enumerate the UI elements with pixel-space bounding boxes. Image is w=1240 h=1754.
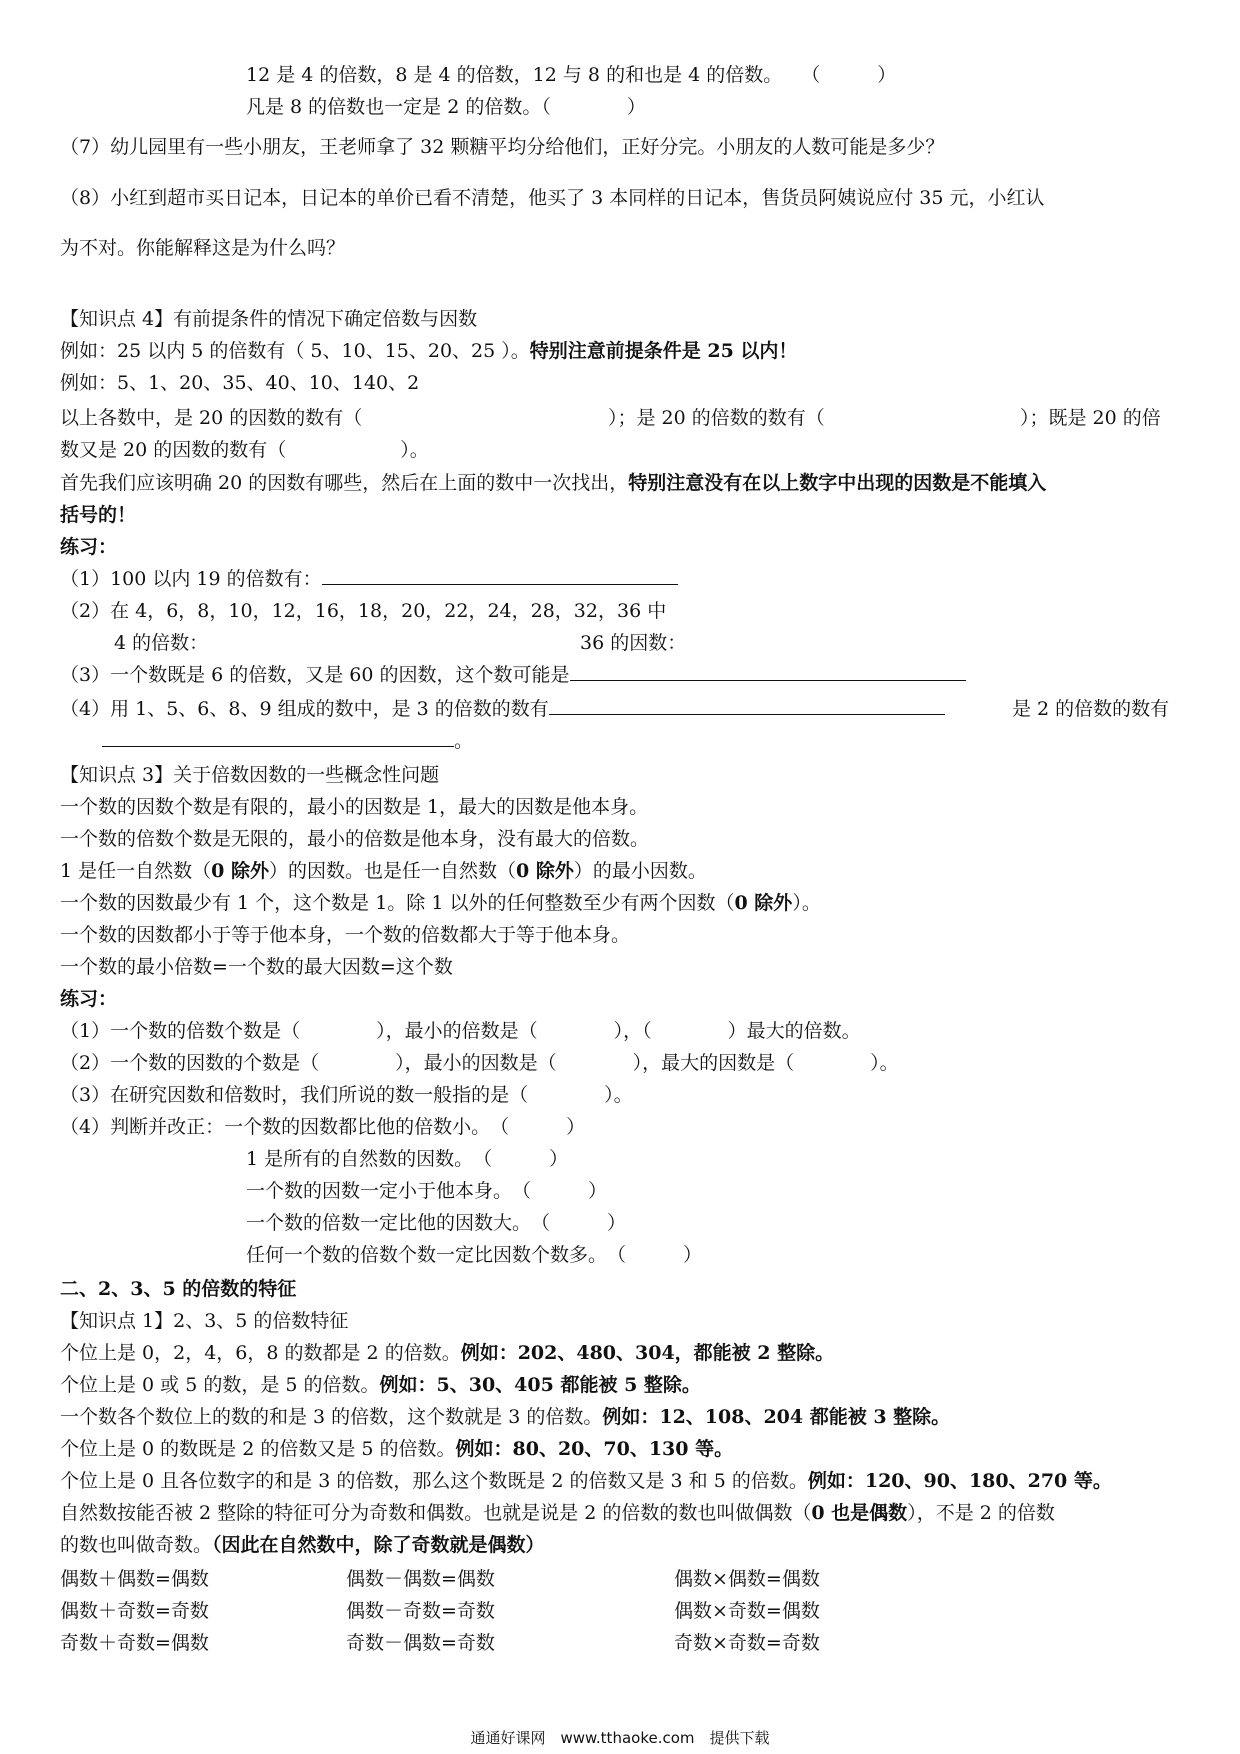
practice-text: （3）一个数既是 6 的倍数，又是 60 的因数，这个数可能是 xyxy=(60,664,570,686)
judge-item: 1 是所有的自然数的因数。 （ ） xyxy=(246,1148,569,1170)
practice-text: 是 2 的倍数的数有 xyxy=(1012,698,1170,720)
practice-heading: 练习： xyxy=(60,988,118,1010)
example-text: 例如：25 以内 5 的倍数有（ 5、10、15、20、25 ）。 xyxy=(60,340,530,362)
parity-cell: 奇数＋奇数=偶数 xyxy=(60,1632,209,1654)
question-text: ）；既是 20 的倍 xyxy=(1020,407,1161,429)
rule-line xyxy=(60,1436,733,1462)
concept-line: 一个数的因数个数是有限的，最小的因数是 1，最大的因数是他本身。 xyxy=(60,796,649,818)
emphasis-text: 特别注意没有在以上数字中出现的因数是不能填入 xyxy=(628,472,1047,494)
concept-line: 一个数的最小倍数=一个数的最大因数=这个数 xyxy=(60,956,453,978)
section-title-kp3: 【知识点 3】关于倍数因数的一些概念性问题 xyxy=(60,764,440,786)
parity-cell: 偶数－偶数=偶数 xyxy=(346,1568,495,1590)
emphasis-text: （因此在自然数中，除了奇数就是偶数） xyxy=(212,1534,545,1556)
parity-cell: 偶数×偶数=偶数 xyxy=(674,1568,820,1590)
rule-text: 自然数按能否被 2 整除的特征可分为奇数和偶数。也就是说是 2 的倍数的数也叫做偶数（ xyxy=(60,1502,812,1524)
rule-line xyxy=(60,1468,1112,1494)
example-line: 例如：5、1、20、35、40、10、140、2 xyxy=(60,372,420,394)
rule-text: 个位上是 0 且各位数字的和是 3 的倍数，那么这个数既是 2 的倍数又是 3 和 5 的倍数。 xyxy=(60,1470,808,1492)
parity-cell: 偶数×奇数=偶数 xyxy=(674,1600,820,1622)
parity-cell: 奇数－偶数=奇数 xyxy=(346,1632,495,1654)
rule-line xyxy=(60,1404,950,1430)
question-8-cont: 为不对。你能解释这是为什么吗？ xyxy=(60,237,346,259)
parity-cell: 奇数×奇数=奇数 xyxy=(674,1632,820,1654)
emphasis-text: 特别注意前提条件是 25 以内！ xyxy=(529,340,798,362)
question-line xyxy=(1020,405,1161,431)
parity-cell: 偶数＋奇数=奇数 xyxy=(60,1600,209,1622)
concept-line xyxy=(60,858,707,884)
practice-item xyxy=(102,728,473,754)
judge-item: 一个数的因数一定小于他本身。 （ ） xyxy=(246,1180,608,1202)
concept-text: ）。 xyxy=(792,892,821,914)
emphasis-text: 0 除外 xyxy=(516,860,574,882)
rule-line xyxy=(60,1372,701,1398)
note-line xyxy=(60,470,1046,496)
practice-item: （2）一个数的因数的个数是（ ），最小的因数是（ ），最大的因数是（ ）。 xyxy=(60,1052,899,1074)
rule-text: 一个数各个数位上的数的和是 3 的倍数，这个数就是 3 的倍数。 xyxy=(60,1406,603,1428)
rule-text: 个位上是 0，2，4，6，8 的数都是 2 的倍数。 xyxy=(60,1342,461,1364)
question-line xyxy=(608,405,825,431)
judge-item: 任何一个数的倍数个数一定比因数个数多。 （ ） xyxy=(246,1244,703,1266)
practice-text: （4）用 1、5、6、8、9 组成的数中，是 3 的倍数的数有 xyxy=(60,698,549,720)
statement-line: 12 是 4 的倍数，8 是 4 的倍数，12 与 8 的和也是 4 的倍数。 （ ） xyxy=(246,64,897,86)
practice-item xyxy=(60,566,678,592)
practice-text: 。 xyxy=(454,730,474,752)
emphasis-text: 例如：80、20、70、130 等。 xyxy=(455,1438,734,1460)
rule-line xyxy=(60,1532,545,1558)
answer-blank[interactable] xyxy=(549,696,945,715)
answer-blank[interactable] xyxy=(102,728,454,747)
rule-line xyxy=(60,1340,834,1366)
practice-item: （4）判断并改正：一个数的因数都比他的倍数小。 （ ） xyxy=(60,1116,586,1138)
note-text: 首先我们应该明确 20 的因数有哪些，然后在上面的数中一次找出， xyxy=(60,472,629,494)
concept-line: 一个数的倍数个数是无限的，最小的倍数是他本身，没有最大的倍数。 xyxy=(60,828,650,850)
practice-item: （3）在研究因数和倍数时，我们所说的数一般指的是（ ）。 xyxy=(60,1084,633,1106)
emphasis-text: 例如：12、108、204 都能被 3 整除。 xyxy=(602,1406,951,1428)
example-line xyxy=(60,338,797,364)
question-line: 数又是 20 的因数的数有（ ）。 xyxy=(60,439,429,461)
question-text: 以上各数中，是 20 的因数的数有（ xyxy=(60,407,363,429)
section-heading: 二、2、3、5 的倍数的特征 xyxy=(60,1278,297,1300)
statement-line: 凡是 8 的倍数也一定是 2 的倍数。（ ） xyxy=(246,96,646,118)
emphasis-text: 例如：5、30、405 都能被 5 整除。 xyxy=(379,1374,701,1396)
concept-line: 一个数的因数都小于等于他本身，一个数的倍数都大于等于他本身。 xyxy=(60,924,631,946)
practice-subitem: 36 的因数： xyxy=(580,632,687,654)
emphasis-text: 例如：120、90、180、270 等。 xyxy=(807,1470,1112,1492)
emphasis-text: 0 除外 xyxy=(211,860,269,882)
concept-text: 一个数的因数最少有 1 个，这个数是 1。除 1 以外的任何整数至少有两个因数（ xyxy=(60,892,735,914)
question-7: （7）幼儿园里有一些小朋友，王老师拿了 32 颗糖平均分给他们，正好分完。小朋友的人数可能是多少？ xyxy=(60,136,945,158)
practice-item: （1）一个数的倍数个数是（ ），最小的倍数是（ ），（ ）最大的倍数。 xyxy=(60,1020,861,1042)
question-8: （8）小红到超市买日记本，日记本的单价已看不清楚，他买了 3 本同样的日记本，售货员阿姨说应付 35 元，小红认 xyxy=(60,187,1045,209)
concept-line xyxy=(60,890,821,916)
emphasis-text: 0 除外 xyxy=(734,892,793,914)
practice-item xyxy=(60,696,945,722)
parity-cell: 偶数＋偶数=偶数 xyxy=(60,1568,209,1590)
rule-text: 个位上是 0 或 5 的数，是 5 的倍数。 xyxy=(60,1374,380,1396)
rule-text: 的数也叫做奇数。 xyxy=(60,1534,213,1556)
question-line xyxy=(60,405,362,431)
page-footer: 通通好课网 www.tthaoke.com 提供下载 xyxy=(470,1729,770,1747)
answer-blank[interactable] xyxy=(322,566,678,585)
rule-text: 个位上是 0 的数既是 2 的倍数又是 5 的倍数。 xyxy=(60,1438,456,1460)
practice-text: （1）100 以内 19 的倍数有： xyxy=(60,568,322,590)
emphasis-text: 0 也是偶数 xyxy=(811,1502,908,1524)
concept-text: ）的因数。也是任一自然数（ xyxy=(268,860,516,882)
rule-text: ），不是 2 的倍数 xyxy=(907,1502,1055,1524)
section-title-kp1: 【知识点 1】2、3、5 的倍数特征 xyxy=(60,1310,349,1332)
concept-text: 1 是任一自然数（ xyxy=(60,860,212,882)
concept-text: ）的最小因数。 xyxy=(573,860,707,882)
practice-item xyxy=(60,662,966,688)
emphasis-text: 例如：202、480、304，都能被 2 整除。 xyxy=(460,1342,835,1364)
judge-item: 一个数的倍数一定比他的因数大。 （ ） xyxy=(246,1212,627,1234)
emphasis-text: 括号的！ xyxy=(60,504,137,526)
practice-subitem: 4 的倍数： xyxy=(114,632,209,654)
question-text: ）；是 20 的倍数的数有（ xyxy=(608,407,825,429)
answer-blank[interactable] xyxy=(570,662,966,681)
rule-line xyxy=(60,1500,1055,1526)
practice-heading: 练习： xyxy=(60,536,118,558)
section-title-kp4: 【知识点 4】有前提条件的情况下确定倍数与因数 xyxy=(60,308,478,330)
practice-item: （2）在 4，6，8，10，12，16，18，20，22，24，28，32，36 中 xyxy=(60,600,667,622)
parity-cell: 偶数－奇数=奇数 xyxy=(346,1600,495,1622)
